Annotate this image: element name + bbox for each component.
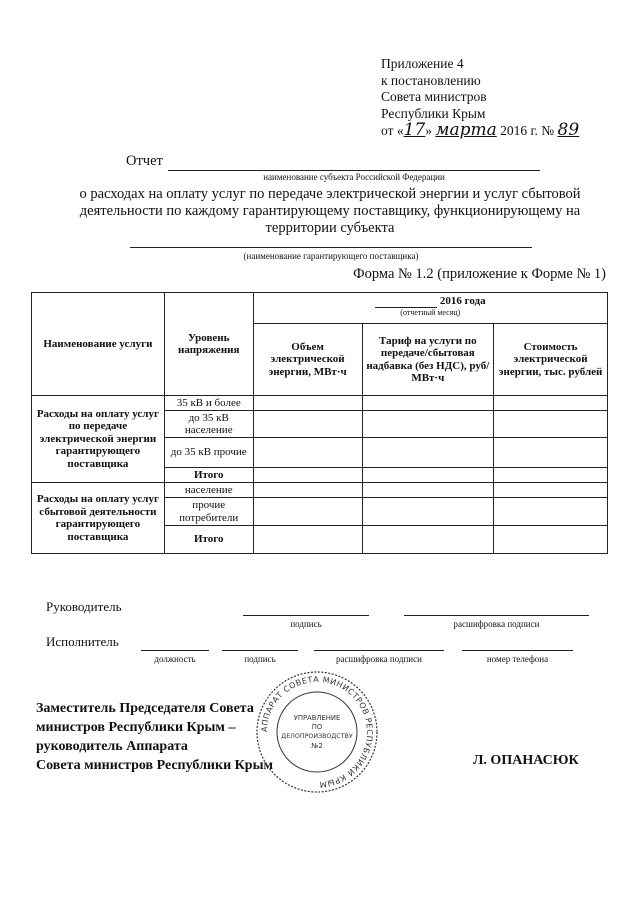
exec-cap-sign: подпись <box>244 654 276 664</box>
period-caption: (отчетный месяц) <box>400 307 461 317</box>
cell-cost <box>494 396 608 411</box>
row-total: Итого <box>164 468 253 483</box>
exec-position-line <box>141 650 209 651</box>
attachment-date-line: от «17» марта 2016 г. № 89 <box>381 120 580 140</box>
exec-phone-line <box>462 650 573 651</box>
period-year: 2016 года <box>439 295 486 307</box>
attachment-line1: Приложение 4 <box>381 56 464 71</box>
stamp-center-2: ПО <box>311 723 323 731</box>
attachment-line2: к постановлению <box>381 72 481 88</box>
head-cap-sign: подпись <box>290 619 322 629</box>
report-table <box>31 292 608 554</box>
head-label: Руководитель <box>46 599 122 614</box>
subject-line <box>168 170 540 171</box>
date-day: 17 <box>403 120 426 140</box>
form-label: Форма № 1.2 (приложение к Форме № 1) <box>353 266 606 282</box>
supplier-caption: (наименование гарантирующего поставщика) <box>243 251 419 261</box>
attachment-block <box>381 56 579 140</box>
cell-tariff <box>362 468 494 483</box>
stamp-center-4: №2 <box>311 742 323 750</box>
attachment-line3: Совета министров <box>381 89 487 104</box>
head-decode-line <box>404 615 589 616</box>
row-consumer: население <box>164 483 253 498</box>
cell-tariff <box>362 411 494 438</box>
cell-cost <box>494 411 608 438</box>
signatory-name: Л. ОПАНАСЮК <box>473 753 579 768</box>
date-year: 2016 г. № <box>500 123 555 138</box>
head-sign-line <box>243 615 369 616</box>
cell-tariff <box>362 438 494 468</box>
row-total: Итого <box>164 526 253 554</box>
report-title: о расходах на оплату услуг по передаче электрической энергии и услуг сбытовой деятельности по каждому гарантирующему поставщику, функционирующему на территории субъекта <box>79 186 581 236</box>
cell-cost <box>494 468 608 483</box>
cell-volume <box>253 526 362 554</box>
group-transmission: Расходы на оплату услуг по передаче электрической энергии гарантирующего поставщика <box>32 396 165 483</box>
subject-caption: наименование субъекта Российской Федерации <box>263 172 445 182</box>
cell-cost <box>494 483 608 498</box>
report-label: Отчет <box>126 153 163 169</box>
header-volume: Объем электрической энергии, МВт·ч <box>253 324 362 396</box>
cell-volume <box>253 411 362 438</box>
row-voltage: до 35 кВ население <box>164 411 253 438</box>
exec-cap-decode: расшифровка подписи <box>336 654 422 664</box>
header-tariff: Тариф на услуги по передаче/сбытовая надбавка (без НДС), руб/МВт·ч <box>362 324 494 396</box>
exec-sign-line <box>222 650 298 651</box>
row-consumer: прочие потребители <box>164 498 253 526</box>
office-stamp <box>255 670 379 794</box>
row-voltage: до 35 кВ прочие <box>164 438 253 468</box>
group-sales: Расходы на оплату услуг сбытовой деятельности гарантирующего поставщика <box>32 483 165 554</box>
cell-tariff <box>362 526 494 554</box>
cell-tariff <box>362 498 494 526</box>
attachment-line4: Республики Крым <box>381 105 486 121</box>
signatory-position: Заместитель Председателя Совета министров Республики Крым – руководитель Аппарата Совета министров Республики Крым <box>36 701 274 773</box>
header-voltage-level: Уровень напряжения <box>164 293 253 396</box>
cell-cost <box>494 498 608 526</box>
header-service-name: Наименование услуги <box>32 293 165 396</box>
header-period <box>253 293 607 324</box>
cell-volume <box>253 438 362 468</box>
cell-volume <box>253 468 362 483</box>
exec-cap-position: должность <box>154 654 196 664</box>
stamp-center-3: ДЕЛОПРОИЗВОДСТВУ <box>281 733 353 740</box>
cell-volume <box>253 396 362 411</box>
stamp-ring-text: АППАРАТ СОВЕТА МИНИСТРОВ РЕСПУБЛИКИ КРЫМ <box>259 674 375 790</box>
cell-volume <box>253 483 362 498</box>
doc-number: 89 <box>557 120 580 140</box>
exec-label: Исполнитель <box>46 634 119 649</box>
supplier-line <box>130 247 532 248</box>
exec-cap-phone: номер телефона <box>486 654 549 664</box>
cell-volume <box>253 498 362 526</box>
row-voltage: 35 кВ и более <box>164 396 253 411</box>
cell-cost <box>494 438 608 468</box>
head-cap-decode: расшифровка подписи <box>453 619 540 629</box>
cell-tariff <box>362 483 494 498</box>
stamp-center-1: УПРАВЛЕНИЕ <box>293 714 341 722</box>
exec-decode-line <box>314 650 444 651</box>
header-cost: Стоимость электрической энергии, тыс. рублей <box>494 324 608 396</box>
cell-tariff <box>362 396 494 411</box>
cell-cost <box>494 526 608 554</box>
date-month: марта <box>435 120 497 140</box>
